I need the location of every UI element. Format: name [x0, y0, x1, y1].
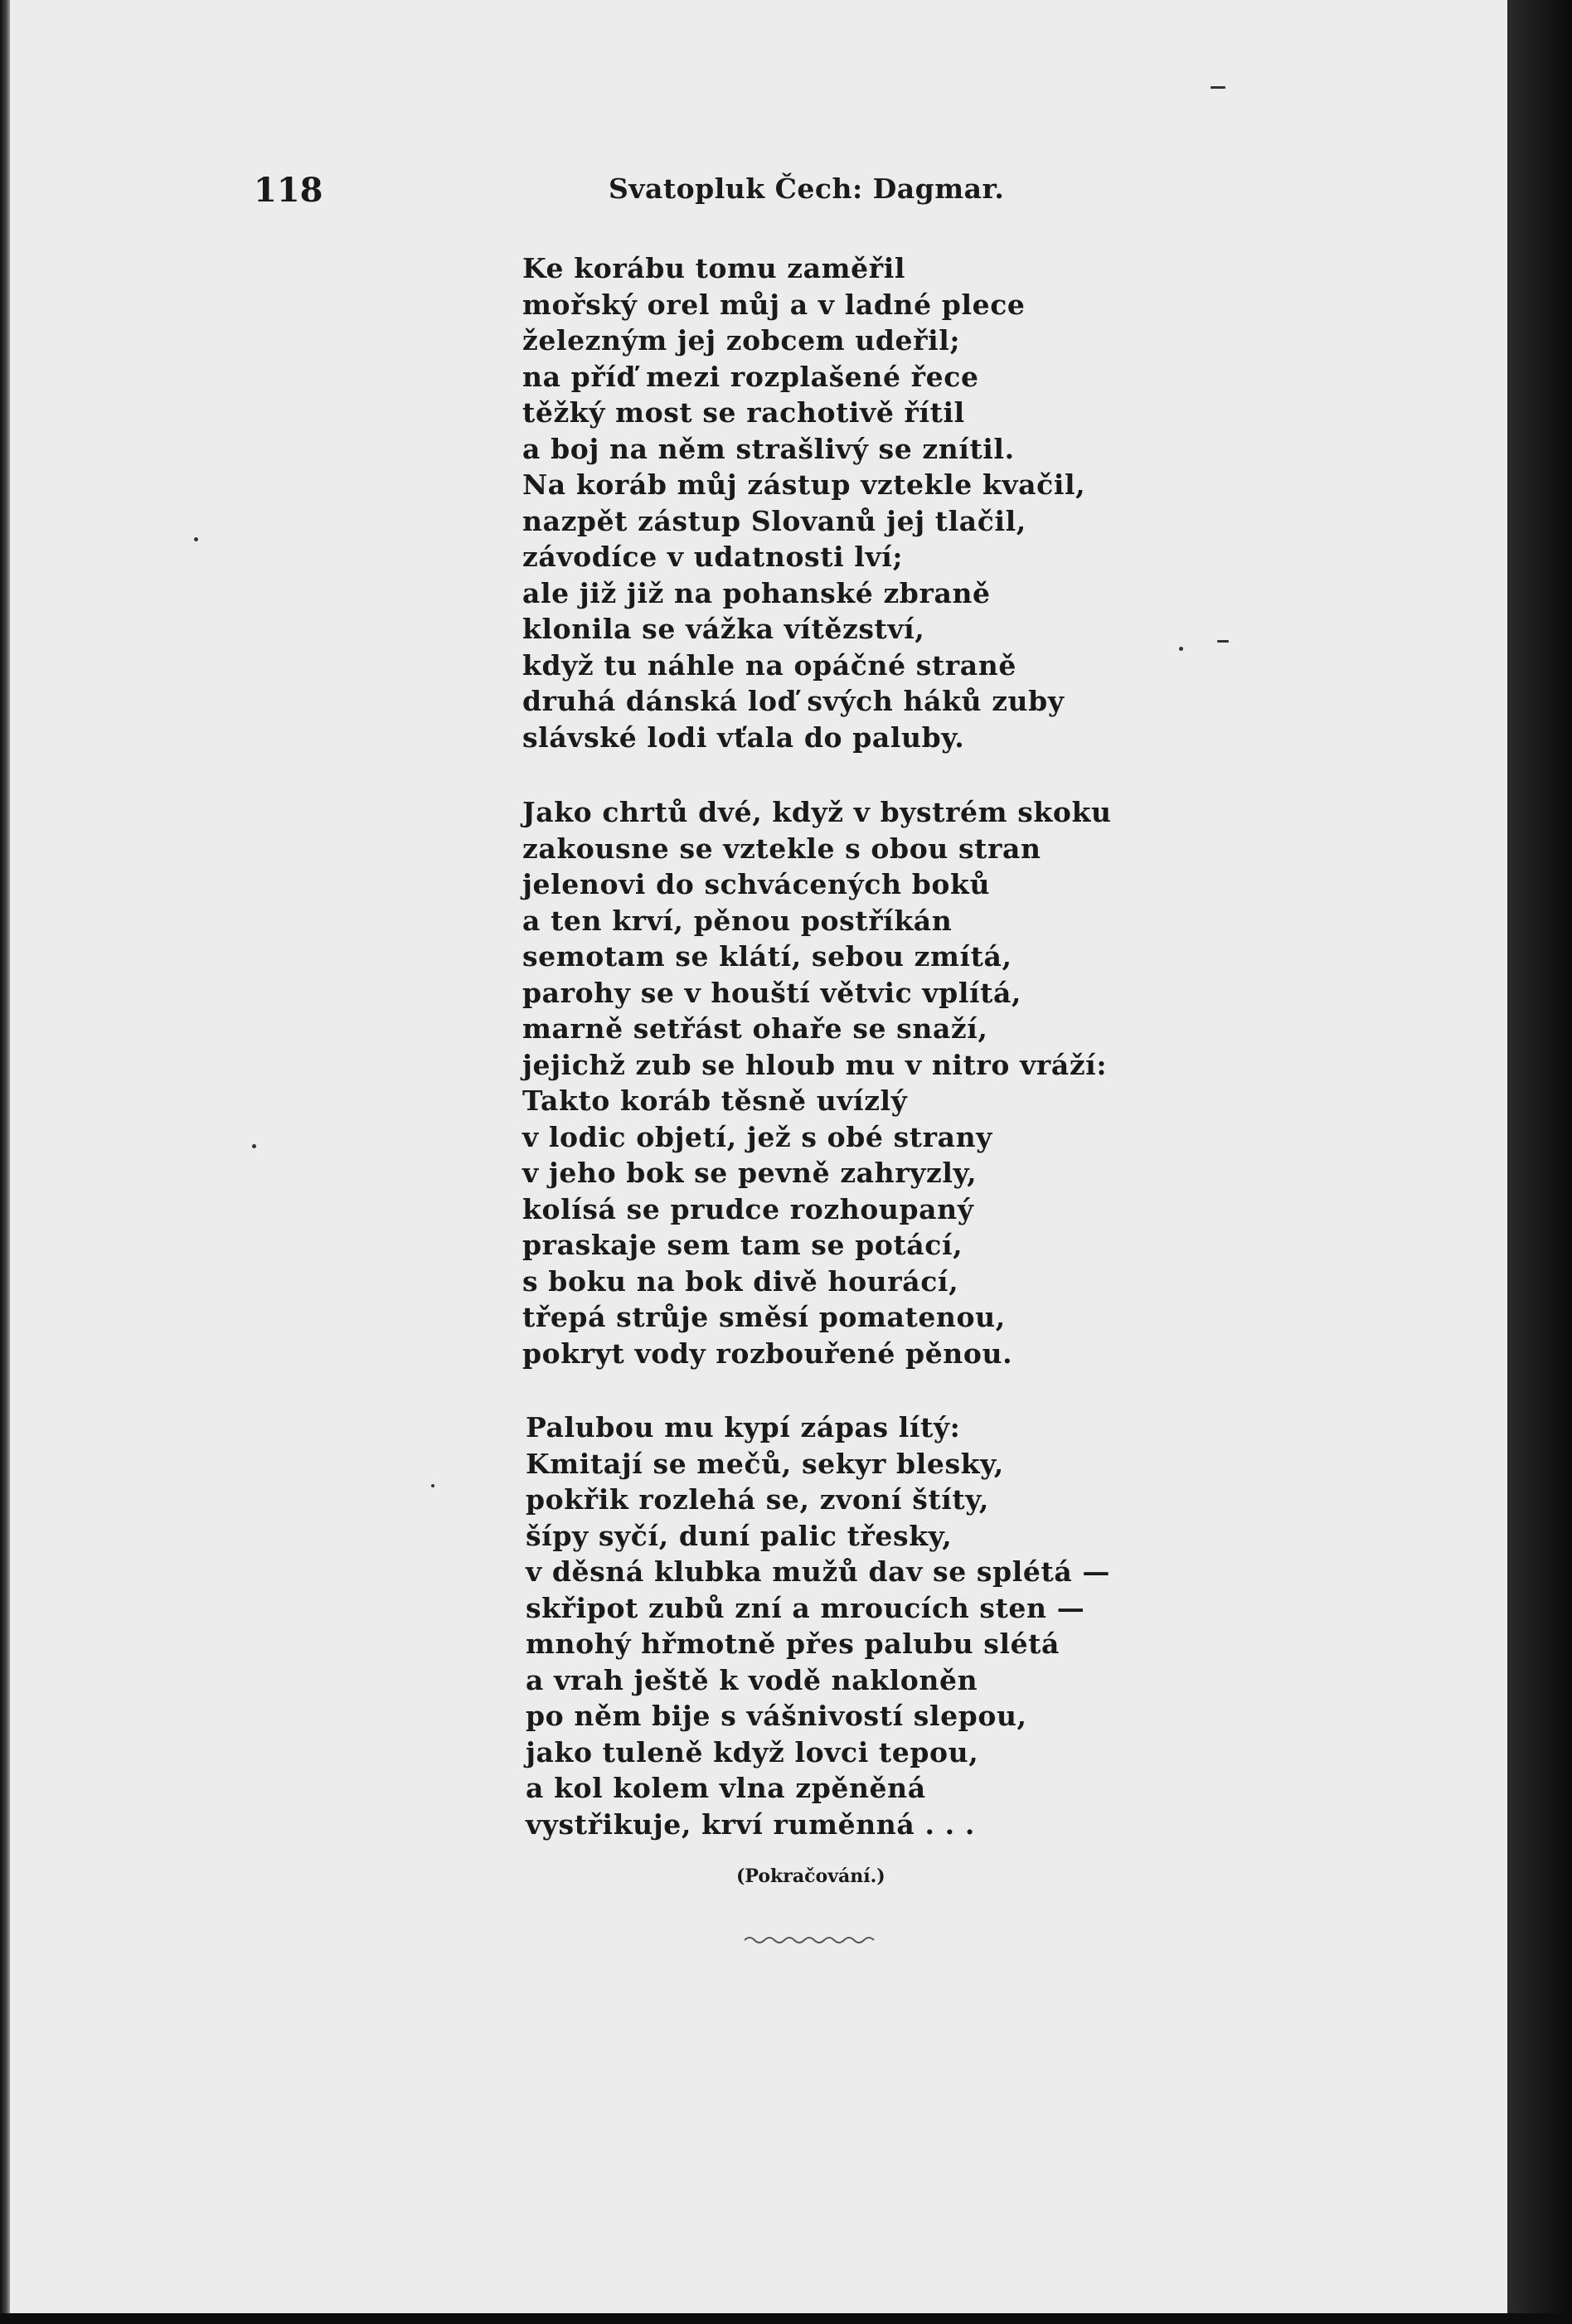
poem-line: pokřik rozlehá se, zvoní štíty,	[526, 1483, 989, 1516]
scan-speck	[194, 537, 198, 541]
scan-speck	[252, 1144, 256, 1148]
scan-speck	[431, 1484, 434, 1487]
running-head: Svatopluk Čech: Dagmar.	[609, 172, 1005, 205]
poem-line: druhá dánská loď svých háků zuby	[522, 685, 1065, 717]
poem-line: ale již již na pohanské zbraně	[522, 576, 991, 609]
scan-speck	[1179, 647, 1183, 651]
poem-line: když tu náhle na opáčné straně	[522, 648, 1016, 682]
poem-line: Palubou mu kypí zápas lítý:	[526, 1411, 961, 1443]
poem-line: těžký most se rachotivě řítil	[522, 396, 965, 429]
scan-right-edge	[1507, 0, 1572, 2324]
poem-line: kolísá se prudce rozhoupaný	[522, 1192, 974, 1225]
poem-line: a boj na něm strašlivý se znítil.	[522, 432, 1015, 465]
continuation-note: (Pokračování.)	[736, 1866, 885, 1887]
stanza-3	[526, 1409, 1110, 1842]
scan-left-edge	[0, 0, 10, 2324]
wavy-ornament-icon	[743, 1932, 881, 1948]
poem-line: mořský orel můj a v ladné plece	[522, 288, 1026, 321]
poem-line: slávské lodi vťala do paluby.	[522, 720, 965, 754]
page-number: 118	[254, 171, 323, 210]
poem-line: skřipot zubů zní a mroucích sten —	[526, 1591, 1085, 1624]
poem-line: jelenovi do schvácených boků	[522, 868, 991, 900]
poem-line: a vrah ještě k vodě nakloněn	[526, 1663, 978, 1696]
poem-line: a kol kolem vlna zpěněná	[526, 1772, 926, 1804]
poem-line: Jako chrtů dvé, když v bystrém skoku	[522, 796, 1112, 828]
poem-line: praskaje sem tam se potácí,	[522, 1229, 963, 1261]
poem-line: závodíce v udatnosti lví;	[522, 541, 904, 573]
poem-line: v lodic objetí, jež s obé strany	[522, 1120, 992, 1153]
poem-line: po něm bije s vášnivostí slepou,	[526, 1700, 1027, 1732]
poem-line: na příď mezi rozplašené řece	[522, 360, 979, 393]
poem-line: Takto koráb těsně uvízlý	[522, 1084, 908, 1117]
poem-line: v děsná klubka mužů dav se splétá —	[526, 1555, 1110, 1588]
poem-line: jejichž zub se hloub mu v nitro vráží:	[522, 1048, 1108, 1081]
poem-line: jako tuleně když lovci tepou,	[526, 1735, 979, 1768]
poem-line: v jeho bok se pevně zahryzly,	[522, 1157, 978, 1189]
poem-line: semotam se klátí, sebou zmítá,	[522, 940, 1012, 973]
poem-line: vystřikuje, krví ruměnná . . .	[526, 1807, 975, 1841]
poem-line: klonila se vážka vítězství,	[522, 613, 925, 645]
poem-line: mnohý hřmotně přes palubu slétá	[526, 1628, 1060, 1660]
scan-speck	[1211, 86, 1225, 89]
scan-speck	[1217, 640, 1229, 643]
poem-line: Ke korábu tomu zaměřil	[522, 252, 905, 284]
poem-line: s boku na bok divě hourácí,	[522, 1264, 959, 1298]
poem-line: nazpět zástup Slovanů jej tlačil,	[522, 504, 1026, 537]
book-page	[10, 0, 1507, 2313]
poem-line: třepá strůje směsí pomatenou,	[522, 1301, 1006, 1333]
stanza-2	[522, 794, 1112, 1371]
stanza-1	[522, 250, 1085, 755]
poem-line: parohy se v houští větvic vplítá,	[522, 976, 1022, 1009]
scan-bottom-edge	[0, 2313, 1572, 2324]
poem-line: železným jej zobcem udeřil;	[522, 324, 961, 357]
poem-line: šípy syčí, duní palic třesky,	[526, 1519, 953, 1552]
poem-line: Kmitají se mečů, sekyr blesky,	[526, 1447, 1004, 1480]
poem-line: pokryt vody rozbouřené pěnou.	[522, 1337, 1013, 1370]
poem-line: zakousne se vztekle s obou stran	[522, 832, 1041, 865]
poem-line: a ten krví, pěnou postříkán	[522, 904, 953, 937]
poem-line: Na koráb můj zástup vztekle kvačil,	[522, 468, 1086, 501]
poem-line: marně setřást ohaře se snaží,	[522, 1012, 988, 1045]
